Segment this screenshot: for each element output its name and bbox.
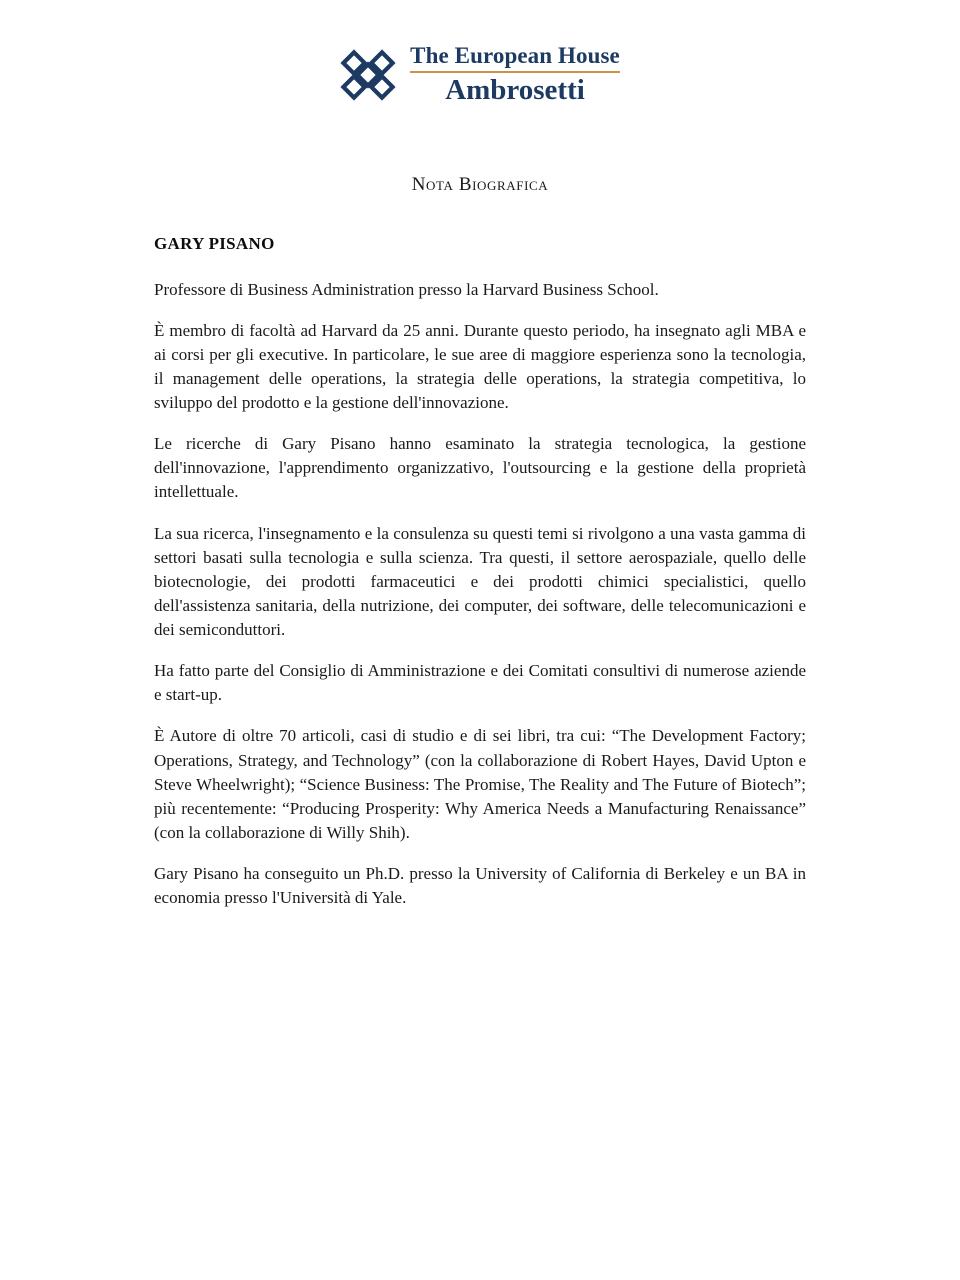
page-title: Nota Biografica xyxy=(411,173,549,195)
brand-logo xyxy=(340,44,620,106)
brand-divider-rule xyxy=(410,71,620,73)
paragraph: Le ricerche di Gary Pisano hanno esaminato la strategia tecnologica, la gestione dell'innovazione, l'apprendimento organizzativo, l'outsourcing e la gestione della proprietà intellettuale. xyxy=(154,434,806,502)
paragraph: La sua ricerca, l'insegnamento e la consulenza su questi temi si rivolgono a una vasta gamma di settori basati sulla tecnologia e sulla scienza. Tra questi, il settore aerospaziale, quello delle biotecnologie, dei prodotti farmaceutici e dei prodotti chimici specialistici, quello dell'assistenza sanitaria, della nutrizione, dei computer, dei software, delle telecomunicazioni e dei semiconduttori. xyxy=(154,523,806,640)
person-name-heading: GARY PISANO xyxy=(154,233,275,253)
ambrosetti-interlocking-diamonds-logo-icon xyxy=(340,49,396,101)
brand-line-ambrosetti: Ambrosetti xyxy=(445,74,585,107)
paragraph: Ha fatto parte del Consiglio di Amministrazione e dei Comitati consultivi di numerose aziende e start-up. xyxy=(154,661,806,705)
paragraph: Professore di Business Administration presso la Harvard Business School. xyxy=(154,279,659,299)
document-body xyxy=(154,196,806,911)
document-header xyxy=(0,0,960,106)
biography-paragraphs xyxy=(154,278,806,911)
paragraph: È Autore di oltre 70 articoli, casi di studio e di sei libri, tra cui: “The Development Factory; Operations, Strategy, and Technology” (con la collaborazione di Robert Hayes, David Upton e Steve Wheelwright); “Science Business: The Promise, The Reality and The Future of Biotech”; più recentemente: “Producing Prosperity: Why America Needs a Manufacturing Renaissance” (con la collaborazione di Willy Shih). xyxy=(154,726,806,842)
paragraph: Gary Pisano ha conseguito un Ph.D. presso la University of California di Berkeley e un BA in economia presso l'Università di Yale. xyxy=(154,864,806,908)
brand-wordmark xyxy=(410,44,620,106)
paragraph: È membro di facoltà ad Harvard da 25 anni. Durante questo periodo, ha insegnato agli MBA e ai corsi per gli executive. In particolare, le sue aree di maggiore esperienza sono la tecnologia, il management delle operations, la strategia delle operations, la strategia competitiva, lo sviluppo del prodotto e la gestione dell'innovazione. xyxy=(154,320,806,413)
brand-line-european-house: The European House xyxy=(410,43,620,68)
